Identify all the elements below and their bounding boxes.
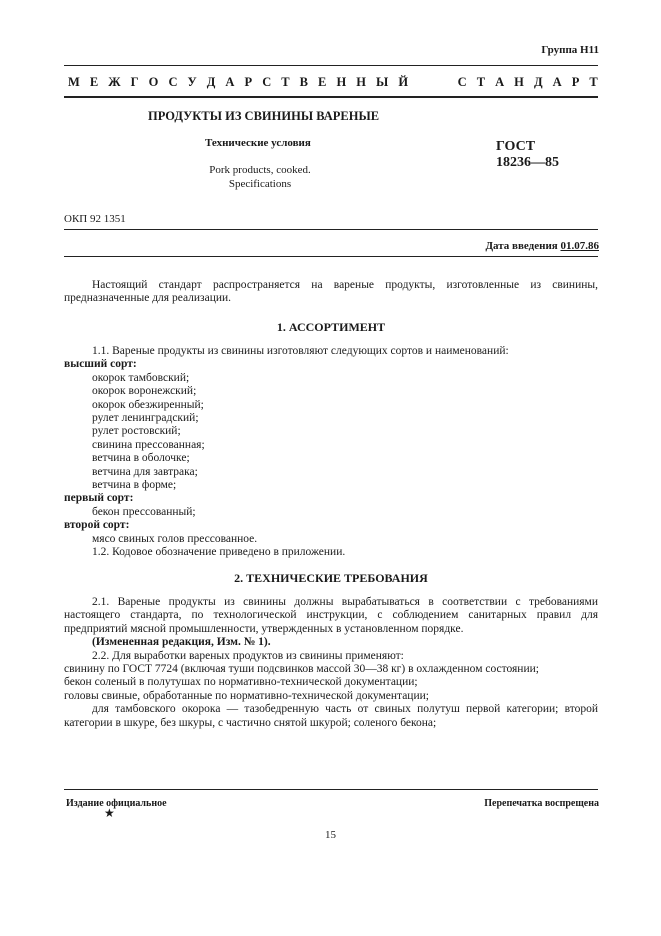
banner-letter: Е — [89, 75, 99, 89]
gost-number: 18236—85 — [496, 155, 559, 170]
banner-letter: С — [457, 75, 467, 89]
okp-divider — [64, 229, 598, 230]
document-title: ПРОДУКТЫ ИЗ СВИНИНЫ ВАРЕНЫЕ — [148, 109, 380, 123]
date-divider — [64, 256, 598, 257]
grade-second-items — [64, 533, 598, 546]
banner-letter: А — [225, 75, 235, 89]
list-item: мясо свиных голов прессованное. — [92, 532, 258, 545]
date-value: 01.07.86 — [560, 240, 599, 252]
raw-material-3: головы свиные, обработанные по нормативно-технической документации; — [64, 689, 429, 702]
banner-letter: Т — [589, 75, 598, 89]
banner-letter: С — [262, 75, 272, 89]
banner-letter — [431, 75, 434, 90]
list-item: окорок обезжиренный; — [92, 398, 204, 411]
assortment-list — [64, 345, 598, 560]
introduction-date — [485, 240, 599, 252]
intro-paragraph: Настоящий стандарт распространяется на вареные продукты, изготовленные из свинины, предназначенные для реализации. — [64, 279, 598, 305]
banner-letter — [444, 75, 447, 90]
section-1-heading: 1. АССОРТИМЕНТ — [276, 320, 386, 334]
banner-letter: А — [495, 75, 505, 89]
banner-letter: М — [68, 75, 80, 89]
banner-letter: Н — [336, 75, 347, 89]
raw-material-2: бекон соленый в полутушах по нормативно-технической документации; — [64, 676, 418, 689]
raw-material-4: для тамбовского окорока — тазобедренную часть от свиных полутуш первой категории; второй категории в шкуре, без шкуры, с частично снятой шкурой; соленого бекона; — [64, 703, 598, 729]
gost-designation — [496, 139, 559, 171]
english-title — [190, 163, 330, 191]
banner-letter: У — [187, 75, 197, 89]
banner-letter: Р — [244, 75, 253, 89]
section-1-paragraph-1: 1.1. Вареные продукты из свинины изготовляют следующих сортов и наименований: — [92, 345, 509, 357]
list-item: ветчина в оболочке; — [92, 452, 190, 465]
banner-letter: О — [148, 75, 159, 89]
banner-letter: В — [299, 75, 308, 89]
list-item: рулет ростовский; — [92, 425, 181, 438]
list-item: свинина прессованная; — [92, 438, 205, 451]
date-label: Дата введения — [485, 240, 558, 252]
list-item: ветчина в форме; — [92, 479, 177, 492]
english-title-line1: Pork products, cooked. — [209, 164, 311, 176]
grade-second-label: второй сорт: — [64, 519, 130, 532]
star-icon: ★ — [104, 806, 115, 820]
section-1-paragraph-2: 1.2. Кодовое обозначение приведено в приложении. — [92, 546, 346, 559]
list-item: бекон прессованный; — [92, 505, 196, 518]
official-edition-label: Издание официальное — [66, 798, 167, 809]
section-2-heading: 2. ТЕХНИЧЕСКИЕ ТРЕБОВАНИЯ — [234, 571, 428, 585]
grade-top-items — [64, 372, 598, 493]
section-2-body — [64, 596, 598, 730]
banner-letter: Й — [398, 75, 409, 89]
banner-letter: Н — [356, 75, 366, 89]
section-2-paragraph-1: 2.1. Вареные продукты из свинины должны вырабатываться в соответствии с требованиями настоящего стандарта, по технологической инструкции, с соблюдением санитарных правил для предприятий мясной промышленности, утвержденных в установленном порядке. — [64, 596, 598, 635]
list-item: рулет ленинградский; — [92, 412, 199, 425]
banner-letter: Д — [206, 75, 216, 89]
banner-letter: Н — [514, 75, 524, 89]
banner-letter — [418, 75, 421, 90]
top-divider — [64, 65, 598, 66]
reprint-prohibited-label: Перепечатка воспрещена — [484, 798, 599, 809]
grade-first-label: первый сорт: — [64, 492, 134, 505]
banner-letter: Г — [130, 75, 139, 89]
banner-letter: Д — [533, 75, 543, 89]
raw-material-1: свинину по ГОСТ 7724 (включая туши подсвинков массой 30—38 кг) в охлажденном состоянии; — [64, 663, 539, 676]
document-subtitle: Технические условия — [205, 137, 311, 149]
banner-letter: Ы — [376, 75, 389, 89]
banner-divider — [64, 96, 598, 98]
banner-letter: Ж — [108, 75, 121, 89]
grade-top-label: высший сорт: — [64, 358, 137, 371]
list-item: ветчина для завтрака; — [92, 465, 198, 478]
banner-letter: Р — [571, 75, 580, 89]
list-item: окорок воронежский; — [92, 385, 197, 398]
footer-divider — [64, 789, 598, 790]
group-code: Группа Н11 — [541, 44, 599, 56]
okp-code: ОКП 92 1351 — [64, 213, 126, 225]
section-2-paragraph-2: 2.2. Для выработки вареных продуктов из свинины применяют: — [92, 649, 404, 662]
list-item: окорок тамбовский; — [92, 371, 190, 384]
banner-letter: Е — [318, 75, 327, 89]
english-title-line2: Specifications — [228, 178, 292, 190]
banner-letter: Т — [281, 75, 290, 89]
amendment-note: (Измененная редакция, Изм. № 1). — [92, 636, 271, 649]
banner-letter: С — [168, 75, 178, 89]
banner-letter: А — [552, 75, 562, 89]
gost-label: ГОСТ — [496, 139, 536, 154]
page-number: 15 — [325, 829, 336, 841]
banner-letter: Т — [476, 75, 486, 89]
grade-first-items — [64, 506, 598, 519]
interstate-standard-banner — [68, 75, 598, 90]
